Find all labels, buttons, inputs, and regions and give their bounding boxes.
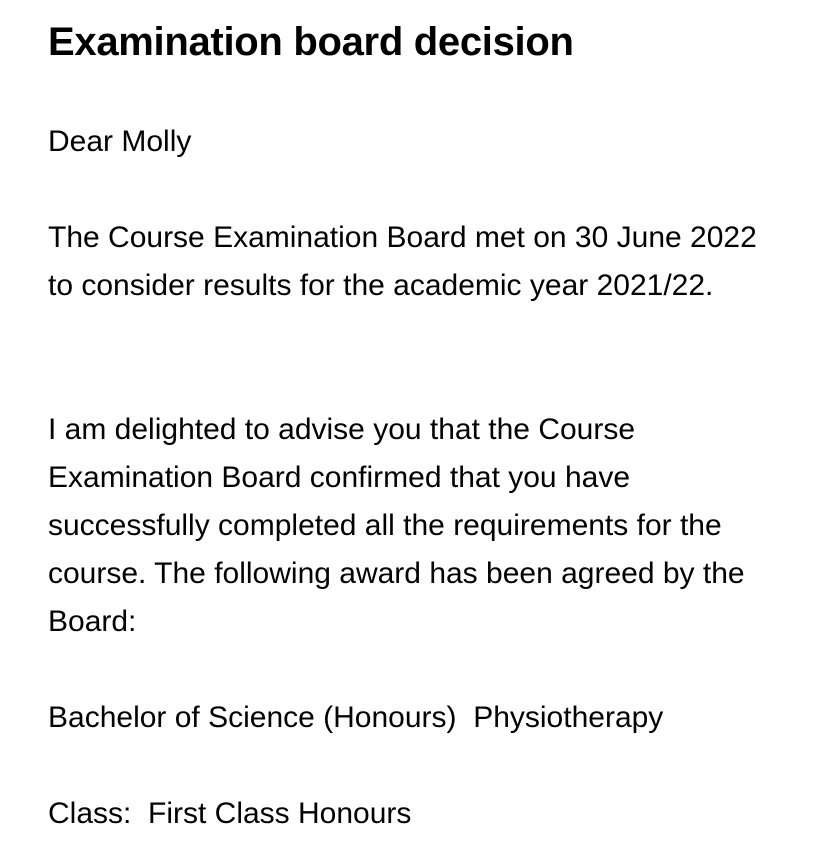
decision-paragraph: I am delighted to advise you that the Course Examination Board confirmed that you have successfully completed all the requirements for the course. The following award has been agreed by the Board: (48, 413, 745, 638)
award-class: Class: First Class Honours (48, 797, 412, 830)
meeting-paragraph: The Course Examination Board met on 30 June 2022 to consider results for the academic year 2021/22. (48, 221, 757, 302)
page-title: Examination board decision (48, 20, 574, 64)
greeting: Dear Molly (48, 125, 192, 158)
award-title: Bachelor of Science (Honours) Physiotherapy (48, 701, 664, 734)
